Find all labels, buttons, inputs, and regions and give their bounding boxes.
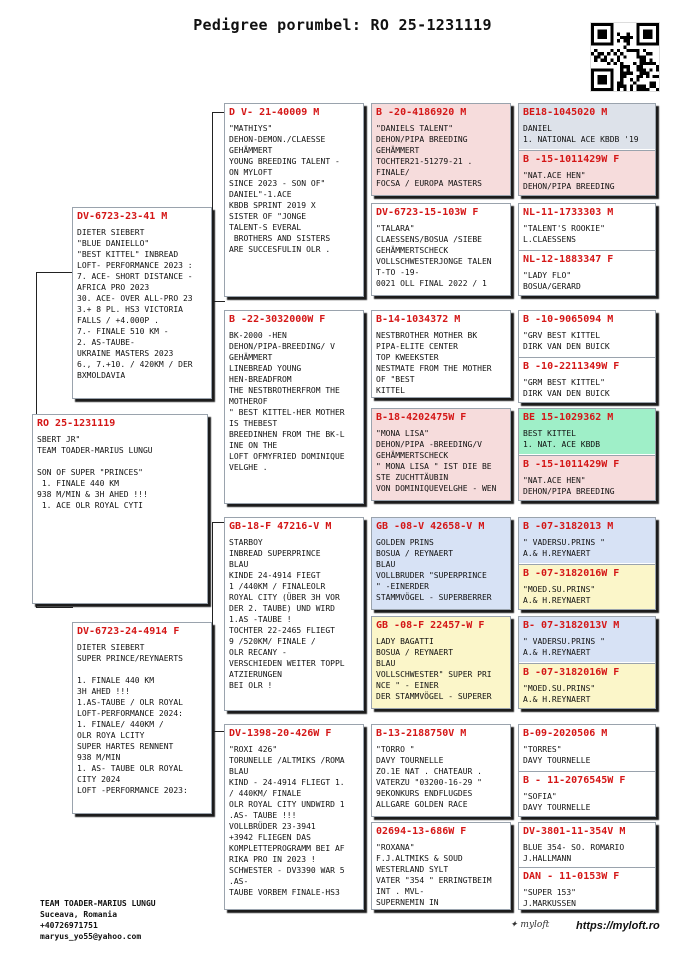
great-grandparent-ring: GB -08-F 22457-W F	[376, 620, 485, 631]
gen5-dam	[519, 771, 655, 817]
gen5-ring: B -10-9065094 M	[523, 314, 614, 325]
gen5-dam	[519, 357, 655, 403]
bird-icon: ✦	[510, 920, 518, 930]
gen5-text: " VADERSU.PRINS " A.& H.REYNAERT	[523, 538, 605, 558]
gen5-text: "GRM BEST KITTEL" DIRK VAN DEN BUICK	[523, 378, 610, 398]
gen5-sire	[519, 104, 655, 149]
sire-text: DIETER SIEBERT "BLUE DANIELLO" "BEST KITTEL" INBREAD LOFT- PERFORMANCE 2023 : 7. ACE- SHORT DISTANCE - AFRICA PRO 2023 30. ACE- OVER ALL-PRO 23 3.+ 8 PL. HS3 VICTORIA FALLS / +4.000P . 7.- FINALE 510 KM - 2. AS-TAUBE- UKRAINE MASTERS 2023 6., 7.+10. / 420KM / DER BXMOLDAVIA	[77, 228, 193, 380]
great-grandparent-ring: 02694-13-686W F	[376, 826, 467, 837]
great-grandparent-text: "DANIELS TALENT" DEHON/PIPA BREEDING GEHÄMMERT TOCHTER21-51279-21 . FINALE/ FOCSA / EUROPA MASTERS	[376, 124, 482, 188]
great-grandparent-card	[371, 408, 511, 501]
gen5-dam	[519, 455, 655, 501]
great-grandparent-ring: B-13-2188750V M	[376, 728, 467, 739]
great-grandparent-ring: B-14-1034372 M	[376, 314, 461, 325]
gen5-text: "MOED.SU.PRINS" A.& H.REYNAERT	[523, 585, 596, 605]
gen5-ring: BE18-1045020 M	[523, 107, 608, 118]
gen5-text: "GRV BEST KITTEL DIRK VAN DEN BUICK	[523, 331, 610, 351]
gen5-dam	[519, 564, 655, 610]
subject-card	[32, 414, 208, 604]
grandparent-text: "MATHIYS" DEHON-DEMON./CLAESSE GEHÄMMERT YOUNG BREEDING TALENT - ON MYLOFT SINCE 2023 - SON OF" DANIEL"-1.ACE KBDB SPRINT 2019 X SISTER OF "JONGE TALENT-S EVERAL BROTHERS AND SISTERS ARE SUCCESFULIN OLR .	[229, 124, 340, 254]
gen5-ring: B -07-3182013 M	[523, 521, 614, 532]
owner-location: Suceava, Romania	[40, 910, 118, 919]
great-grandparent-ring: DV-6723-15-103W F	[376, 207, 479, 218]
grandparent-card	[224, 310, 364, 504]
great-grandparent-card	[371, 517, 511, 610]
gen5-ring: B- 07-3182013V M	[523, 620, 620, 631]
gen5-text: "TORRES" DAVY TOURNELLE	[523, 745, 591, 765]
gen5-text: DANIEL 1. NATIONAL ACE KBDB '19	[523, 124, 639, 144]
owner-name: TEAM TOADER-MARIUS LUNGU	[40, 899, 156, 908]
gen5-sire	[519, 617, 655, 662]
gen5-ring: B -15-1011429W F	[523, 459, 620, 470]
gen5-dam	[519, 150, 655, 196]
gen5-text: "SUPER 153" J.MARKUSSEN	[523, 888, 576, 908]
gen5-ring: B -07-3182016W F	[523, 568, 620, 579]
gen5-text: "MOED.SU.PRINS" A.& H.REYNAERT	[523, 684, 596, 704]
grandparent-text: STARBOY INBREAD SUPERPRINCE BLAU KINDE 24-4914 FIEGT 1 /440KM / FINALEOLR ROYAL CITY (ÜBER 3H VOR DER 2. TAUBE) UND WIRD 1.AS -TAUBE ! TOCHTER 22-2465 FLIEGT 9 /520KM/ FINALE / OLR RECANY - VERSCHIEDEN WEITER TOPPL ATZIERUNGEN BEI OLR !	[229, 538, 345, 690]
sire-card	[72, 207, 212, 399]
grandparent-ring: D V- 21-40009 M	[229, 107, 320, 118]
gen5-pair-card	[518, 616, 656, 709]
gen5-ring: NL-11-1733303 M	[523, 207, 614, 218]
qr-code-icon	[590, 22, 660, 92]
great-grandparent-card	[371, 724, 511, 817]
gen5-sire	[519, 311, 655, 356]
great-grandparent-card	[371, 822, 511, 910]
great-grandparent-text: GOLDEN PRINS BOSUA / REYNAERT BLAU VOLLBRUDER "SUPERPRINCE " -EINERDER STAMMVÖGEL - SUPERBERRER	[376, 538, 492, 602]
owner-contact	[40, 898, 156, 942]
great-grandparent-text: "TORRO " DAVY TOURNELLE ZO.1E NAT . CHATEAUR . VATERZU "03200-16-29 " 9EKONKURS ENDFLUGDES ALLGARE GOLDEN RACE	[376, 745, 482, 809]
gen5-pair-card	[518, 310, 656, 403]
gen5-ring: DV-3801-11-354V M	[523, 826, 626, 837]
gen5-sire	[519, 725, 655, 770]
great-grandparent-text: "MONA LISA" DEHON/PIPA -BREEDING/V GEHÄMMERTSCHECK " MONA LISA " IST DIE BE STE ZUCHTTÄUBIN VON DOMINIQUEVELGHE - WEN	[376, 429, 497, 493]
gen5-text: "NAT.ACE HEN" DEHON/PIPA BREEDING	[523, 171, 615, 191]
great-grandparent-card	[371, 103, 511, 196]
sire-ring: DV-6723-23-41 M	[77, 211, 168, 222]
subject-text: SBERT JR" TEAM TOADER-MARIUS LUNGU SON OF SUPER "PRINCES" 1. FINALE 440 KM 938 M/MIN & 3H AHED !!! 1. ACE OLR ROYAL CYTI	[37, 435, 153, 510]
grandparent-ring: GB-18-F 47216-V M	[229, 521, 332, 532]
gen5-pair-card	[518, 408, 656, 501]
gen5-sire	[519, 823, 655, 866]
gen5-ring: B-09-2020506 M	[523, 728, 608, 739]
dam-ring: DV-6723-24-4914 F	[77, 626, 180, 637]
great-grandparent-text: NESTBROTHER MOTHER BK PIPA-ELITE CENTER TOP KWEEKSTER NESTMATE FROM THE MOTHER OF "BEST KITTEL	[376, 331, 492, 395]
owner-email: maryus_yo55@yahoo.com	[40, 932, 142, 941]
myloft-logo	[510, 920, 549, 930]
page-title: Pedigree porumbel: RO 25-1231119	[193, 16, 492, 34]
grandparent-card	[224, 103, 364, 297]
grandparent-ring: B -22-3032000W F	[229, 314, 326, 325]
gen5-sire	[519, 409, 655, 454]
great-grandparent-card	[371, 203, 511, 296]
gen5-dam	[519, 250, 655, 296]
gen5-text: "NAT.ACE HEN" DEHON/PIPA BREEDING	[523, 476, 615, 496]
dam-text: DIETER SIEBERT SUPER PRINCE/REYNAERTS 1. FINALE 440 KM 3H AHED !!! 1.AS-TAUBE / OLR ROYAL LOFT-PERFORMANCE 2024: 1. FINALE/ 440KM / OLR ROYA LCITY SUPER HARTES RENNENT 938 M/MIN 1. AS- TAUBE OLR ROYAL CITY 2024 LOFT -PERFORMANCE 2023:	[77, 643, 188, 795]
great-grandparent-ring: B-18-4202475W F	[376, 412, 467, 423]
gen5-ring: B -10-2211349W F	[523, 361, 620, 372]
gen5-sire	[519, 518, 655, 563]
gen5-text: "SOFIA" DAVY TOURNELLE	[523, 792, 591, 812]
grandparent-text: "ROXI 426" TORUNELLE /ALTMIKS /ROMA BLAU KIND - 24-4914 FLIEGT 1. / 440KM/ FINALE OLR ROYAL CITY UNDWIRD 1 .AS- TAUBE !!! VOLLBRÜDER 23-3941 +3942 FLIEGEN DAS KOMPLETTEPROGRAMM BEI AF RIKA PRO IN 2023 ! SCHWESTER - DV3390 WAR 5 .AS- TAUBE VORBEM FINALE-HS3	[229, 745, 345, 897]
gen5-ring: DAN - 11-0153W F	[523, 871, 620, 882]
subject-ring: RO 25-1231119	[37, 418, 116, 429]
dam-card	[72, 622, 212, 814]
grandparent-text: BK-2000 -HEN DEHON/PIPA-BREEDING/ V GEHÄMMERT LINEBREAD YOUNG HEN-BREADFROM THE NESTBROTHERFROM THE MOTHEROF " BEST KITTEL-HER MOTHER IS THEBEST BREEDINHEN FROM THE BK-L INE ON THE LOFT OFMYFRIED DOMINIQUE VELGHE .	[229, 331, 345, 472]
gen5-pair-card	[518, 203, 656, 296]
great-grandparent-ring: GB -08-V 42658-V M	[376, 521, 485, 532]
site-link[interactable]: https://myloft.ro	[576, 920, 660, 932]
gen5-text: "LADY FLO" BOSUA/GERARD	[523, 271, 581, 291]
owner-phone: +40726971751	[40, 921, 98, 930]
gen5-ring: NL-12-1883347 F	[523, 254, 614, 265]
gen5-ring: BE 15-1029362 M	[523, 412, 614, 423]
grandparent-ring: DV-1398-20-426W F	[229, 728, 332, 739]
gen5-text: "TALENT'S ROOKIE" L.CLAESSENS	[523, 224, 605, 244]
gen5-pair-card	[518, 517, 656, 610]
great-grandparent-card	[371, 616, 511, 709]
great-grandparent-ring: B -20-4186920 M	[376, 107, 467, 118]
gen5-pair-card	[518, 724, 656, 817]
gen5-text: BEST KITTEL 1. NAT. ACE KBDB	[523, 429, 601, 449]
great-grandparent-text: "ROXANA" F.J.ALTMIKS & SOUD WESTERLAND SYLT VATER "354 " ERRINGTBEIM INT . MVL- SUPERNEMIN IN	[376, 843, 492, 907]
gen5-pair-card	[518, 822, 656, 910]
great-grandparent-card	[371, 310, 511, 398]
grandparent-card	[224, 517, 364, 711]
gen5-ring: B -15-1011429W F	[523, 154, 620, 165]
gen5-pair-card	[518, 103, 656, 196]
great-grandparent-text: "TALARA" CLAESSENS/BOSUA /SIEBE GEHÄMMERTSCHECK VOLLSCHWESTERJONGE TALEN T-TO -19- 0021 OLL FINAL 2022 / 1	[376, 224, 492, 288]
gen5-sire	[519, 204, 655, 249]
gen5-text: BLUE 354- SO. ROMARIO J.HALLMANN	[523, 843, 625, 863]
great-grandparent-text: LADY BAGATTI BOSUA / REYNAERT BLAU VOLLSCHWESTER" SUPER PRI NCE " - EINER DER STAMMVÖGEL - SUPERER	[376, 637, 492, 701]
gen5-ring: B - 11-2076545W F	[523, 775, 626, 786]
gen5-ring: B -07-3182016W F	[523, 667, 620, 678]
logo-text: myloft	[520, 920, 550, 930]
grandparent-card	[224, 724, 364, 910]
gen5-dam	[519, 867, 655, 910]
gen5-text: " VADERSU.PRINS " A.& H.REYNAERT	[523, 637, 605, 657]
gen5-dam	[519, 663, 655, 709]
